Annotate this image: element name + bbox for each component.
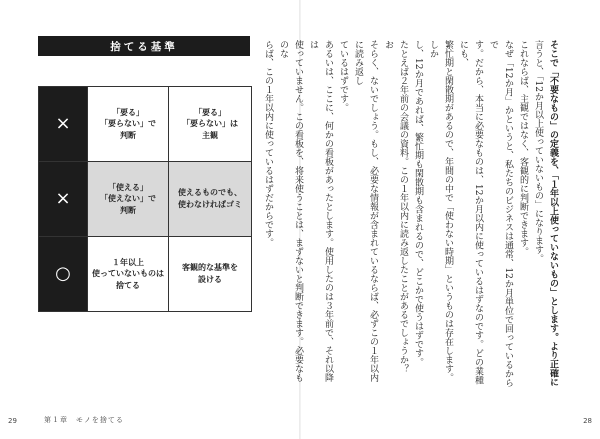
paragraph-line: たとえば２年前の会議の資料。この１年以内に読み返したことがあるでしょうか？ お (383, 40, 408, 382)
paragraph-line: らば、この１年以内に使っているはずだからです。 (263, 40, 273, 247)
paragraph-line: あるいは、ここに、何かの看板があったとします。使用したのは３年前で、それ以降は (308, 40, 333, 382)
table-cell: 「使える」 「使えない」で 判断 (88, 162, 168, 236)
circle-icon: ○ (39, 237, 87, 311)
paragraph-line: これならば、主観ではなく、客観的に判断できます。 (518, 40, 528, 256)
paragraph-line: そらく、ないでしょう。もし、必要な情報が含まれているならば、必ずこの１年以内に読み返し (353, 40, 378, 382)
body-text (260, 40, 560, 390)
page-number: 29 (8, 417, 17, 425)
chapter-title: 第１章 モノを捨てる (44, 416, 124, 424)
right-page (263, 0, 600, 439)
paragraph-line: し、12か月であれば、繁忙期も閑散期も含まれるので、どこかで使うはずです。 (413, 40, 423, 367)
cross-icon: × (39, 87, 87, 161)
criteria-table (38, 86, 252, 312)
paragraph-line: 使っていません。この看板を、将来使うことは、まずないと判断できます。必要なものな (278, 40, 303, 382)
paragraph-line: す。だから、本当に必要なものは、12か月以内に使っているはずなのです。どの業種にも、 (458, 40, 483, 385)
paragraph-line: ているはずです。 (338, 40, 348, 112)
paragraph-line: 言うと、「12か月以上使っていないもの」になります。 (533, 40, 543, 263)
table-cell: １年以上 使っていないものは 捨てる (88, 237, 168, 311)
table-cell: 客観的な基準を 設ける (169, 237, 251, 311)
page-number: 28 (583, 417, 592, 425)
paragraph-line: 繁忙期と閑散期があるので、年間の中で「使わない時期」というものは存在します。しか (428, 40, 453, 382)
table-title: 捨てる基準 (38, 36, 250, 56)
table-cell: 「要る」 「要らない」は 主観 (169, 87, 251, 161)
table-cell: 使えるものでも、 使わなければゴミ (169, 162, 251, 236)
table-cell: 「要る」 「要らない」で 判断 (88, 87, 168, 161)
cross-icon: × (39, 162, 87, 236)
paragraph-line: そこで「不要なもの」の定義を、「１年以上使っていないもの」とします。より正確に (548, 40, 558, 387)
paragraph-line: なぜ「12か月」かというと、私たちのビジネスは通常、12か月単位で回っているからで (488, 40, 513, 387)
